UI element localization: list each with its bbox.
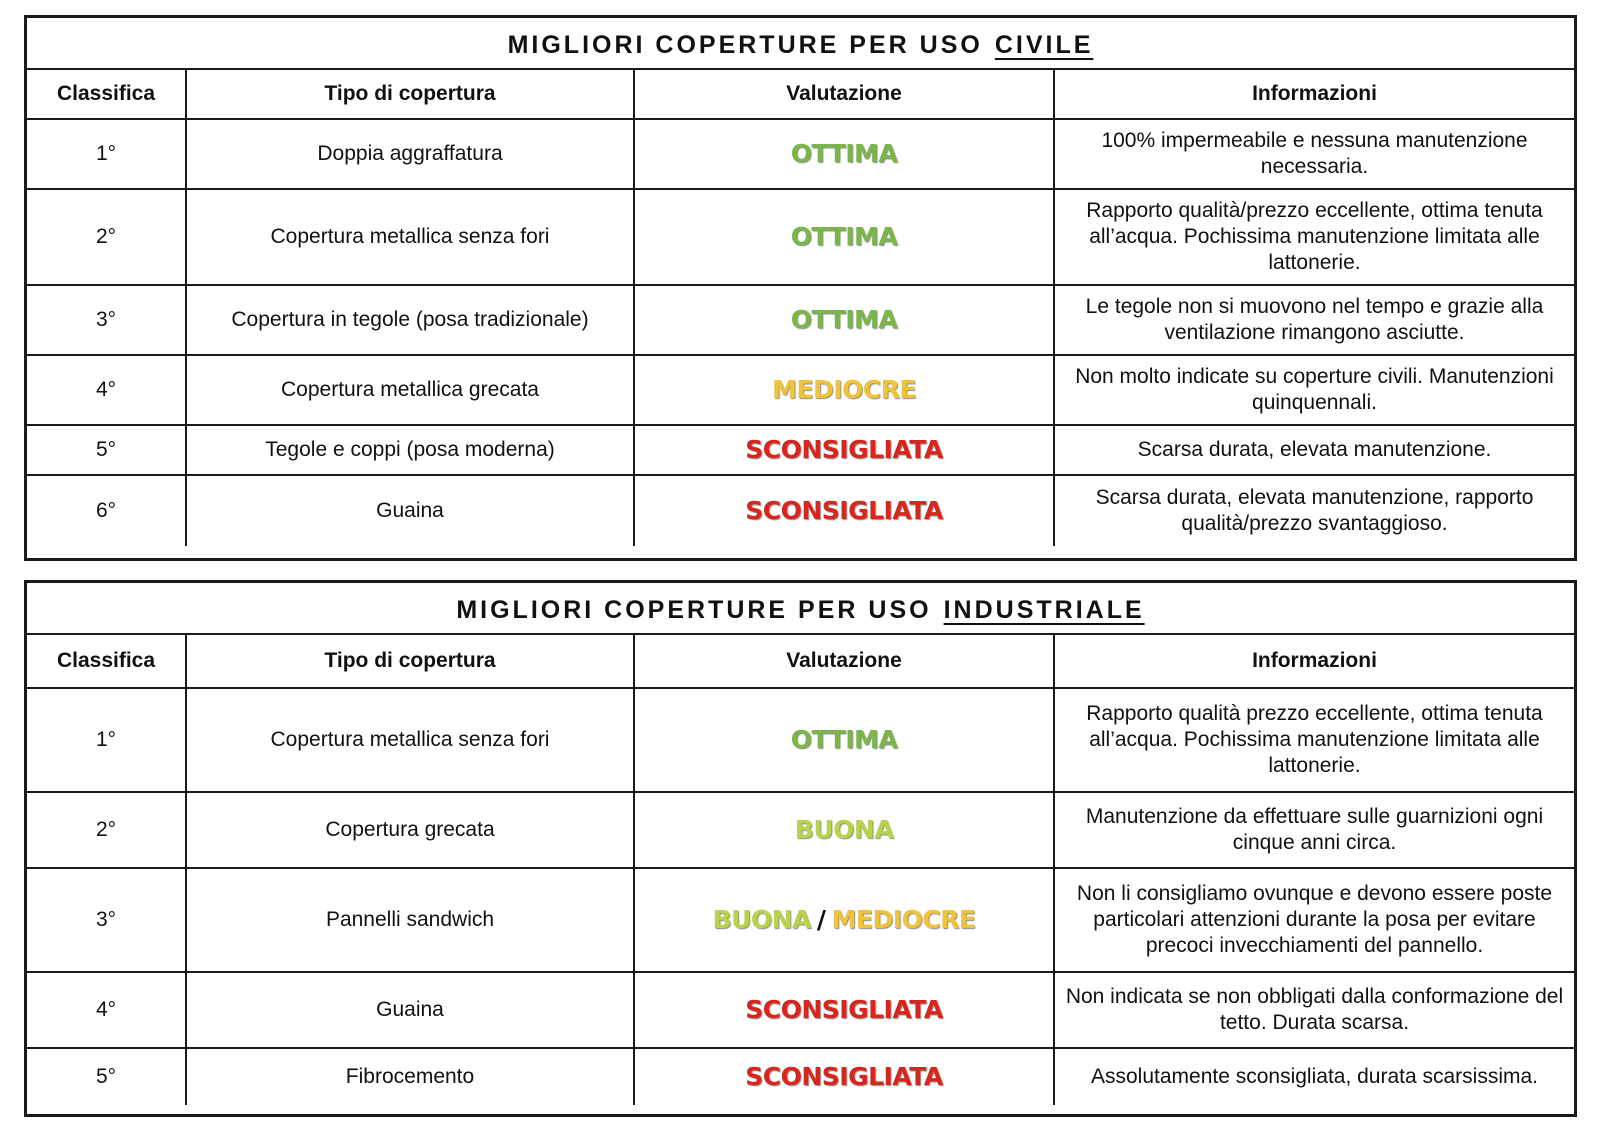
rating-cell — [635, 973, 1055, 1047]
table-civile — [24, 15, 1577, 561]
title-underlined: CIVILE — [994, 30, 1094, 59]
type-cell: Guaina — [187, 476, 635, 546]
table-row — [27, 973, 1574, 1049]
table-row — [27, 426, 1574, 476]
info-cell: Manutenzione da effettuare sulle guarnizioni ogni cinque anni circa. — [1085, 805, 1544, 854]
rating-badge: SCONSIGLIATA — [745, 1062, 943, 1091]
rating-badge: BUONA — [712, 905, 811, 934]
rank-cell: 4° — [27, 356, 187, 424]
table-row — [27, 869, 1574, 973]
rating-badge: SCONSIGLIATA — [745, 496, 943, 525]
header-row — [27, 70, 1574, 120]
info-cell: Rapporto qualità prezzo eccellente, ottima tenuta all’acqua. Pochissima manutenzione limitata alle lattonerie. — [1086, 702, 1543, 777]
header-classifica: Classifica — [27, 635, 187, 687]
rating-badge: OTTIMA — [790, 725, 898, 754]
rating-cell — [635, 869, 1055, 971]
info-cell: 100% impermeabile e nessuna manutenzione necessaria. — [1101, 129, 1528, 178]
type-cell: Tegole e coppi (posa moderna) — [187, 426, 635, 474]
rank-cell: 4° — [27, 973, 187, 1047]
info-cell: Assolutamente sconsigliata, durata scarsissima. — [1090, 1065, 1539, 1088]
rating-separator: / — [816, 905, 826, 934]
rank-cell: 2° — [27, 190, 187, 284]
rank-cell: 3° — [27, 286, 187, 354]
rating-badge: SCONSIGLIATA — [745, 435, 943, 464]
type-cell: Copertura metallica grecata — [187, 356, 635, 424]
rating-cell — [635, 120, 1055, 188]
header-valutazione: Valutazione — [635, 70, 1055, 118]
rating-badge: MEDIOCRE — [831, 905, 976, 934]
rating-badge: BUONA — [794, 815, 894, 844]
rank-cell: 5° — [27, 426, 187, 474]
header-valutazione: Valutazione — [635, 635, 1055, 687]
info-cell: Scarsa durata, elevata manutenzione, rapporto qualità/prezzo svantaggioso. — [1095, 486, 1534, 535]
table-title — [27, 18, 1574, 70]
table-row — [27, 120, 1574, 190]
header-informazioni: Informazioni — [1252, 649, 1377, 672]
table-row — [27, 286, 1574, 356]
rating-cell — [635, 689, 1055, 791]
type-cell: Pannelli sandwich — [187, 869, 635, 971]
rank-cell: 5° — [27, 1049, 187, 1105]
rank-cell: 2° — [27, 793, 187, 867]
type-cell: Doppia aggraffatura — [187, 120, 635, 188]
rating-cell — [635, 476, 1055, 546]
rating-badge: MEDIOCRE — [772, 375, 916, 404]
header-tipo: Tipo di copertura — [187, 635, 635, 687]
rank-cell: 3° — [27, 869, 187, 971]
rating-cell — [635, 286, 1055, 354]
title-prefix: MIGLIORI COPERTURE PER USO — [456, 595, 932, 624]
rating-cell — [635, 190, 1055, 284]
type-cell: Guaina — [187, 973, 635, 1047]
rating-badge: OTTIMA — [790, 139, 898, 168]
table-row — [27, 1049, 1574, 1105]
type-cell: Copertura in tegole (posa tradizionale) — [187, 286, 635, 354]
table-row — [27, 793, 1574, 869]
header-row — [27, 635, 1574, 689]
rating-badge: OTTIMA — [790, 222, 898, 251]
rating-cell — [635, 426, 1055, 474]
type-cell: Fibrocemento — [187, 1049, 635, 1105]
table-row — [27, 356, 1574, 426]
info-cell: Non li consigliamo ovunque e devono essere poste particolari attenzioni durante la posa per evitare precoci invecchiamenti del pannello. — [1076, 882, 1553, 957]
rating-badge: SCONSIGLIATA — [745, 995, 943, 1024]
table-title — [27, 583, 1574, 635]
rank-cell: 6° — [27, 476, 187, 546]
header-tipo: Tipo di copertura — [187, 70, 635, 118]
rating-badge: OTTIMA — [790, 305, 898, 334]
title-underlined: INDUSTRIALE — [943, 595, 1145, 624]
info-cell: Rapporto qualità/prezzo eccellente, ottima tenuta all’acqua. Pochissima manutenzione limitata alle lattonerie. — [1086, 199, 1543, 274]
rank-cell: 1° — [27, 689, 187, 791]
title-prefix: MIGLIORI COPERTURE PER USO — [507, 30, 983, 59]
rank-cell: 1° — [27, 120, 187, 188]
table-row — [27, 190, 1574, 286]
table-industriale — [24, 580, 1577, 1117]
type-cell: Copertura grecata — [187, 793, 635, 867]
info-cell: Le tegole non si muovono nel tempo e grazie alla ventilazione rimangono asciutte. — [1085, 295, 1544, 344]
info-cell: Scarsa durata, elevata manutenzione. — [1137, 438, 1492, 461]
header-informazioni: Informazioni — [1252, 82, 1377, 105]
rating-cell — [635, 356, 1055, 424]
rating-cell — [635, 793, 1055, 867]
table-row — [27, 689, 1574, 793]
type-cell: Copertura metallica senza fori — [187, 689, 635, 791]
header-classifica: Classifica — [27, 70, 187, 118]
info-cell: Non indicata se non obbligati dalla conformazione del tetto. Durata scarsa. — [1065, 985, 1564, 1034]
info-cell: Non molto indicate su coperture civili. Manutenzioni quinquennali. — [1075, 365, 1554, 414]
table-row — [27, 476, 1574, 546]
type-cell: Copertura metallica senza fori — [187, 190, 635, 284]
rating-cell — [635, 1049, 1055, 1105]
